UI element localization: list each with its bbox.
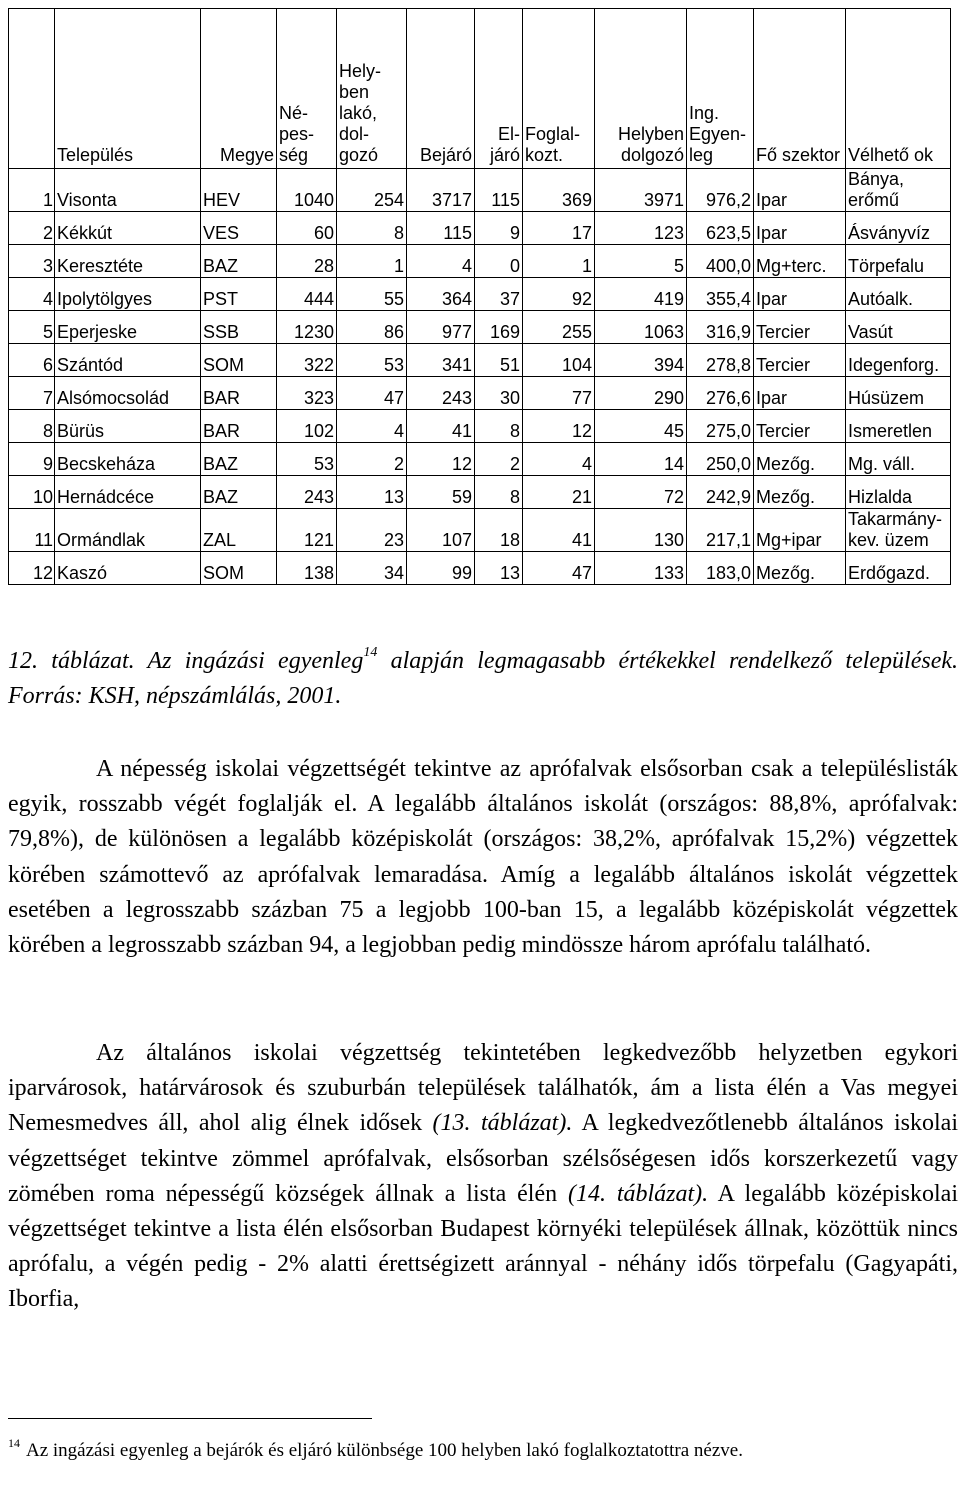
cell-helyben-dolgozo: 45: [595, 410, 687, 443]
cell-bejaro: 3717: [407, 169, 475, 212]
header-telepules: Település: [55, 9, 201, 169]
footnote-number: 14: [8, 1436, 20, 1450]
paragraph-2-part-b: A legkedvezőtlenebb általános iskolai végzettséget tekintve zömmel aprófalvak, elsősorban szélsőségesen idős korszerkezetű vagy zömében roma népességű községek állnak a lista élén: [8, 1110, 958, 1207]
cell-eljaro: 8: [475, 410, 523, 443]
cell-szektor: Mezőg.: [754, 443, 846, 476]
cell-foglal: 92: [523, 278, 595, 311]
cell-telepules: Ipolytölgyes: [55, 278, 201, 311]
cell-egyenleg: 250,0: [687, 443, 754, 476]
cell-megye: BAZ: [201, 245, 277, 278]
cell-ok: Vasút: [846, 311, 951, 344]
row-index: 6: [9, 344, 55, 377]
cell-foglal: 1: [523, 245, 595, 278]
cell-foglal: 17: [523, 212, 595, 245]
cell-eljaro: 9: [475, 212, 523, 245]
cell-szektor: Ipar: [754, 212, 846, 245]
table-14-reference: (14. táblázat).: [567, 1180, 709, 1207]
cell-ok: Hizlalda: [846, 476, 951, 509]
cell-egyenleg: 400,0: [687, 245, 754, 278]
footnote: [8, 1436, 948, 1466]
cell-helyben-lako: 2: [337, 443, 407, 476]
paragraph-2-part-a: Az általános iskolai végzettség tekintetében legkedvezőbb helyzetben egykori iparvárosok, határvárosok és szuburbán települések találhatók, ám a lista élén a Vas megyei Nemesmedves áll, ahol alig élnek idősek: [8, 1040, 958, 1137]
cell-eljaro: 169: [475, 311, 523, 344]
cell-helyben-lako: 8: [337, 212, 407, 245]
cell-egyenleg: 275,0: [687, 410, 754, 443]
cell-nepesseg: 102: [277, 410, 337, 443]
cell-helyben-dolgozo: 290: [595, 377, 687, 410]
cell-helyben-lako: 86: [337, 311, 407, 344]
row-index: 8: [9, 410, 55, 443]
cell-megye: PST: [201, 278, 277, 311]
cell-egyenleg: 242,9: [687, 476, 754, 509]
cell-telepules: Alsómocsolád: [55, 377, 201, 410]
cell-eljaro: 0: [475, 245, 523, 278]
cell-szektor: Mezőg.: [754, 476, 846, 509]
commuting-table: [8, 8, 951, 585]
cell-nepesseg: 1230: [277, 311, 337, 344]
cell-foglal: 47: [523, 552, 595, 585]
cell-bejaro: 364: [407, 278, 475, 311]
header-velheto-ok: Vélhető ok: [846, 9, 951, 169]
table-header-row: [9, 9, 951, 169]
row-index: 5: [9, 311, 55, 344]
table-row: [9, 377, 951, 410]
cell-foglal: 21: [523, 476, 595, 509]
cell-telepules: Eperjeske: [55, 311, 201, 344]
caption-footnote-ref: 14: [363, 645, 378, 660]
cell-eljaro: 51: [475, 344, 523, 377]
cell-nepesseg: 28: [277, 245, 337, 278]
cell-szektor: Tercier: [754, 311, 846, 344]
cell-szektor: Tercier: [754, 344, 846, 377]
table-row: [9, 278, 951, 311]
cell-egyenleg: 355,4: [687, 278, 754, 311]
cell-telepules: Kaszó: [55, 552, 201, 585]
cell-telepules: Ormándlak: [55, 509, 201, 552]
row-index: 3: [9, 245, 55, 278]
cell-egyenleg: 976,2: [687, 169, 754, 212]
table-row: [9, 476, 951, 509]
table-caption: [8, 644, 958, 714]
paragraph-2: [8, 1036, 958, 1318]
cell-szektor: Mg+terc.: [754, 245, 846, 278]
paragraph-1: A népesség iskolai végzettségét tekintve az aprófalvak elsősorban csak a településlisták egyik, rosszabb végét foglalják el. A legalább általános iskolát (országos: 88,8%, aprófalvak: 79,8%), de különösen a legalább középiskolát (országos: 38,2%, aprófalvak 15,2%) végzettek körében számottevő az aprófalvak lemaradása. Amíg a legalább általános iskolát végzettek esetében a legrosszabb százban 75 a legjobb 100-ban 15, a legalább középiskolát végzettek körében a legrosszabb százban 94, a legjobban pedig mindössze három aprófalu található.: [8, 756, 958, 959]
row-index: 2: [9, 212, 55, 245]
cell-egyenleg: 316,9: [687, 311, 754, 344]
cell-bejaro: 12: [407, 443, 475, 476]
cell-megye: BAR: [201, 377, 277, 410]
cell-egyenleg: 276,6: [687, 377, 754, 410]
footnote-separator: [8, 1418, 372, 1419]
cell-foglal: 41: [523, 509, 595, 552]
cell-ok: Takarmány-kev. üzem: [846, 509, 951, 552]
cell-foglal: 104: [523, 344, 595, 377]
header-megye: Megye: [201, 9, 277, 169]
cell-helyben-lako: 47: [337, 377, 407, 410]
cell-foglal: 369: [523, 169, 595, 212]
cell-helyben-dolgozo: 419: [595, 278, 687, 311]
table-row: [9, 212, 951, 245]
cell-szektor: Tercier: [754, 410, 846, 443]
row-index: 12: [9, 552, 55, 585]
table-row: [9, 245, 951, 278]
header-helyben-lako: Hely-ben lakó, dol-gozó: [337, 9, 407, 169]
header-ing-egyenleg: Ing. Egyen-leg: [687, 9, 754, 169]
cell-helyben-dolgozo: 14: [595, 443, 687, 476]
cell-ok: Idegenforg.: [846, 344, 951, 377]
cell-eljaro: 8: [475, 476, 523, 509]
cell-megye: SSB: [201, 311, 277, 344]
cell-bejaro: 99: [407, 552, 475, 585]
cell-nepesseg: 243: [277, 476, 337, 509]
cell-foglal: 4: [523, 443, 595, 476]
cell-szektor: Ipar: [754, 377, 846, 410]
cell-szektor: Mezőg.: [754, 552, 846, 585]
cell-telepules: Visonta: [55, 169, 201, 212]
cell-foglal: 255: [523, 311, 595, 344]
cell-bejaro: 4: [407, 245, 475, 278]
cell-helyben-lako: 13: [337, 476, 407, 509]
paragraph-2-part-c: A legalább középiskolai végzettséget tekintve a lista élén elsősorban Budapest környéki települések állnak, közöttük nincs aprófalu, a végén pedig - 2% alatti érettségizett aránnyal - néhány idős törpefalu (Gagyapáti, Iborfia,: [8, 1180, 958, 1313]
cell-megye: VES: [201, 212, 277, 245]
cell-bejaro: 977: [407, 311, 475, 344]
header-eljaro: El-járó: [475, 9, 523, 169]
cell-ok: Húsüzem: [846, 377, 951, 410]
cell-eljaro: 115: [475, 169, 523, 212]
cell-szektor: Mg+ipar: [754, 509, 846, 552]
table-row: [9, 311, 951, 344]
cell-ok: Autóalk.: [846, 278, 951, 311]
table-row: [9, 509, 951, 552]
cell-egyenleg: 623,5: [687, 212, 754, 245]
cell-megye: SOM: [201, 344, 277, 377]
table-row: [9, 552, 951, 585]
cell-eljaro: 37: [475, 278, 523, 311]
cell-bejaro: 41: [407, 410, 475, 443]
cell-telepules: Becskeháza: [55, 443, 201, 476]
cell-helyben-dolgozo: 5: [595, 245, 687, 278]
header-nepesseg: Né-pes-ség: [277, 9, 337, 169]
cell-szektor: Ipar: [754, 278, 846, 311]
cell-megye: HEV: [201, 169, 277, 212]
cell-helyben-lako: 4: [337, 410, 407, 443]
cell-ok: Törpefalu: [846, 245, 951, 278]
header-helyben-dolgozo: Helyben dolgozó: [595, 9, 687, 169]
cell-helyben-lako: 34: [337, 552, 407, 585]
cell-helyben-dolgozo: 72: [595, 476, 687, 509]
row-index: 9: [9, 443, 55, 476]
cell-megye: ZAL: [201, 509, 277, 552]
cell-helyben-lako: 53: [337, 344, 407, 377]
cell-helyben-lako: 1: [337, 245, 407, 278]
cell-bejaro: 243: [407, 377, 475, 410]
cell-helyben-dolgozo: 123: [595, 212, 687, 245]
header-bejaro: Bejáró: [407, 9, 475, 169]
cell-helyben-lako: 254: [337, 169, 407, 212]
table-13-reference: (13. táblázat).: [432, 1110, 573, 1137]
cell-eljaro: 18: [475, 509, 523, 552]
cell-egyenleg: 217,1: [687, 509, 754, 552]
header-index: [9, 9, 55, 169]
row-index: 10: [9, 476, 55, 509]
cell-nepesseg: 60: [277, 212, 337, 245]
cell-bejaro: 341: [407, 344, 475, 377]
cell-helyben-dolgozo: 130: [595, 509, 687, 552]
row-index: 11: [9, 509, 55, 552]
cell-foglal: 77: [523, 377, 595, 410]
table-row: [9, 410, 951, 443]
cell-megye: BAZ: [201, 476, 277, 509]
table-row: [9, 443, 951, 476]
row-index: 4: [9, 278, 55, 311]
cell-megye: SOM: [201, 552, 277, 585]
caption-prefix: 12. táblázat. Az ingázási egyenleg: [8, 648, 364, 674]
row-index: 7: [9, 377, 55, 410]
cell-ok: Ismeretlen: [846, 410, 951, 443]
cell-helyben-dolgozo: 3971: [595, 169, 687, 212]
cell-bejaro: 107: [407, 509, 475, 552]
cell-telepules: Szántód: [55, 344, 201, 377]
cell-ok: Ásványvíz: [846, 212, 951, 245]
footnote-text: Az ingázási egyenleg a bejárók és eljáró különbsége 100 helyben lakó foglalkoztatottra nézve.: [26, 1440, 743, 1461]
cell-ok: Bánya, erőmű: [846, 169, 951, 212]
header-foglal: Foglal-kozt.: [523, 9, 595, 169]
cell-eljaro: 13: [475, 552, 523, 585]
cell-nepesseg: 323: [277, 377, 337, 410]
row-index: 1: [9, 169, 55, 212]
header-fo-szektor: Fő szektor: [754, 9, 846, 169]
cell-nepesseg: 322: [277, 344, 337, 377]
cell-szektor: Ipar: [754, 169, 846, 212]
cell-telepules: Kékkút: [55, 212, 201, 245]
caption-suffix: alapján legmagasabb értékekkel rendelkező települések. Forrás: KSH, népszámlálás, 2001.: [8, 648, 959, 709]
cell-helyben-dolgozo: 133: [595, 552, 687, 585]
cell-helyben-lako: 55: [337, 278, 407, 311]
cell-nepesseg: 1040: [277, 169, 337, 212]
cell-megye: BAR: [201, 410, 277, 443]
cell-nepesseg: 53: [277, 443, 337, 476]
cell-nepesseg: 444: [277, 278, 337, 311]
table-row: [9, 169, 951, 212]
cell-bejaro: 59: [407, 476, 475, 509]
cell-egyenleg: 183,0: [687, 552, 754, 585]
cell-telepules: Keresztéte: [55, 245, 201, 278]
cell-telepules: Hernádcéce: [55, 476, 201, 509]
cell-helyben-dolgozo: 394: [595, 344, 687, 377]
cell-megye: BAZ: [201, 443, 277, 476]
cell-nepesseg: 121: [277, 509, 337, 552]
table-row: [9, 344, 951, 377]
cell-eljaro: 30: [475, 377, 523, 410]
cell-ok: Mg. váll.: [846, 443, 951, 476]
cell-ok: Erdőgazd.: [846, 552, 951, 585]
cell-foglal: 12: [523, 410, 595, 443]
cell-nepesseg: 138: [277, 552, 337, 585]
cell-telepules: Bürüs: [55, 410, 201, 443]
cell-eljaro: 2: [475, 443, 523, 476]
cell-helyben-dolgozo: 1063: [595, 311, 687, 344]
cell-helyben-lako: 23: [337, 509, 407, 552]
cell-egyenleg: 278,8: [687, 344, 754, 377]
cell-bejaro: 115: [407, 212, 475, 245]
